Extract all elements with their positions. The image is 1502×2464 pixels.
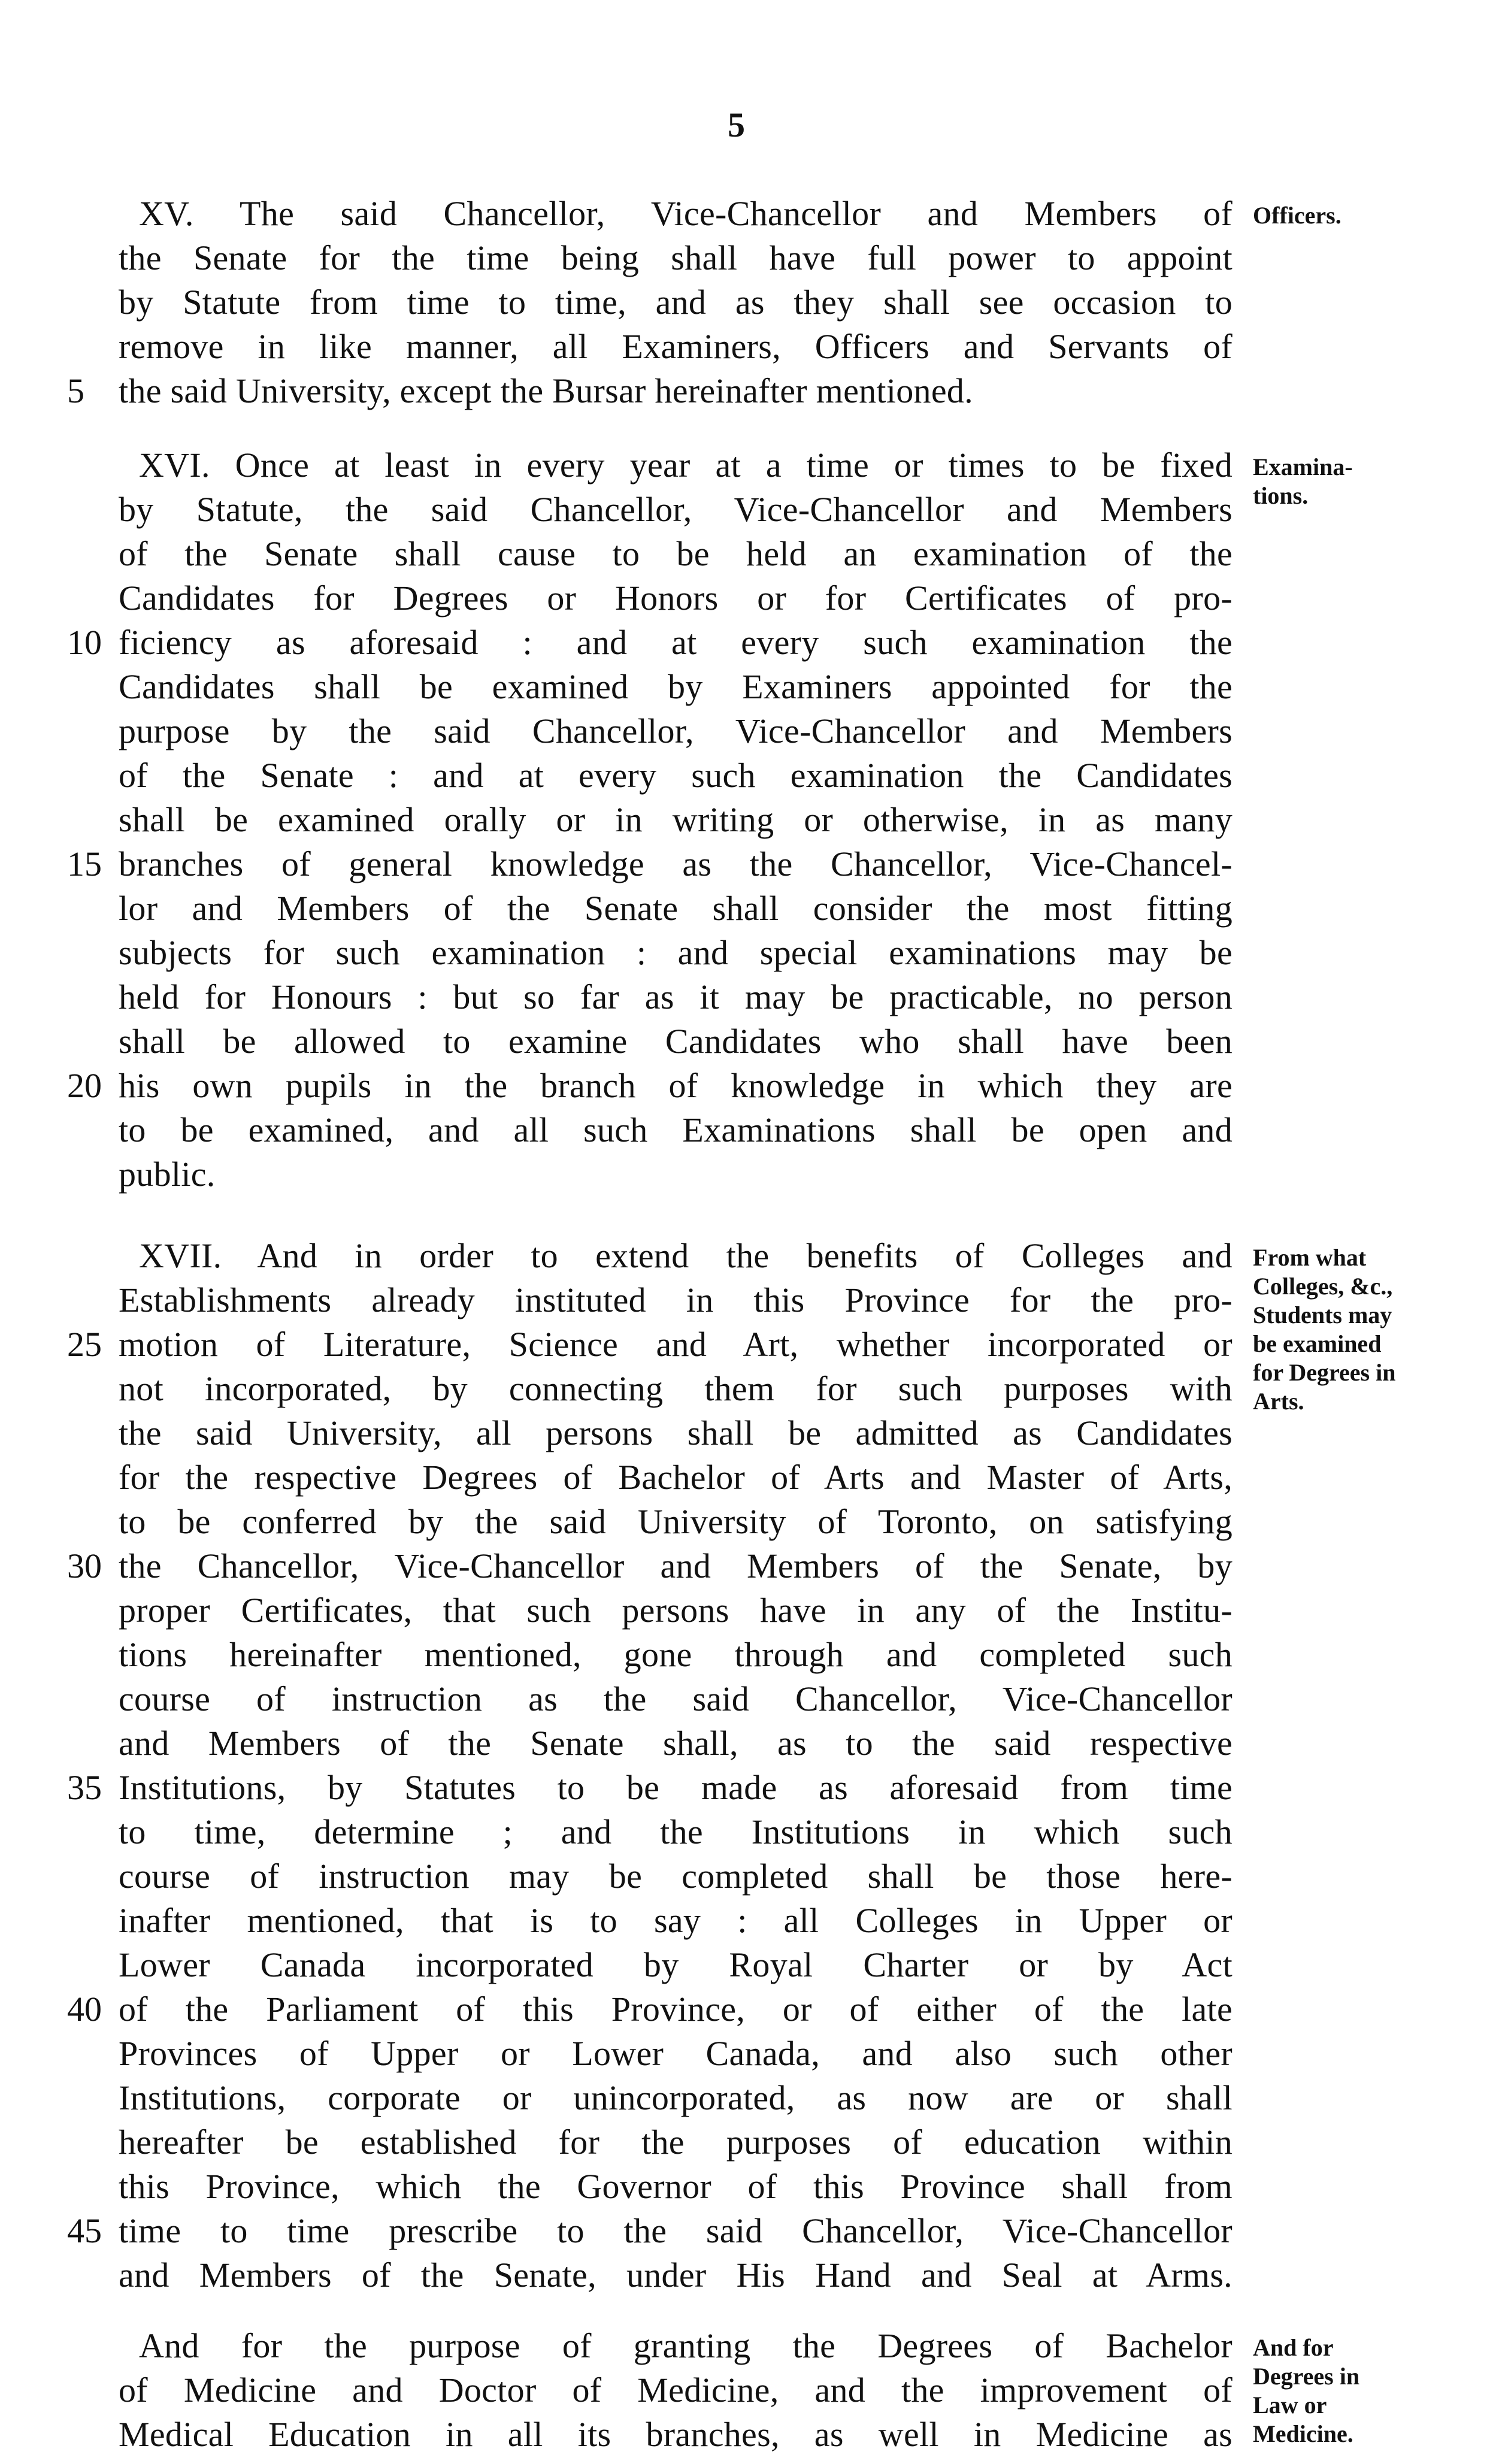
text-line: of the Senate shall cause to be held an examination of the [119,534,1233,573]
text-line: for the respective Degrees of Bachelor of Arts and Master of Arts, [119,1458,1233,1497]
text-line: not incorporated, by connecting them for such purposes with [119,1369,1233,1408]
text-line: of the Parliament of this Province, or of either of the late [119,1990,1233,2029]
text-line: course of instruction may be completed shall be those here- [119,1857,1233,1896]
text-line: to be examined, and all such Examinations shall be open and [119,1110,1233,1149]
line-number: 30 [67,1546,102,1585]
page-number: 5 [728,105,745,144]
text-line: Lower Canada incorporated by Royal Charter or by Act [119,1945,1233,1984]
text-line: course of instruction as the said Chancellor, Vice-Chancellor [119,1679,1233,1718]
text-line: the Chancellor, Vice-Chancellor and Members of the Senate, by [119,1546,1233,1585]
line-number: 15 [67,844,102,883]
line-number: 35 [67,1768,102,1807]
text-line: XVII. And in order to extend the benefits of Colleges and [139,1236,1233,1275]
margin-note-medicine: And for Degrees in Law or Medicine. [1253,2334,1360,2447]
text-line: purpose by the said Chancellor, Vice-Chancellor and Members [119,712,1233,750]
text-line: held for Honours : but so far as it may be practicable, no person [119,977,1233,1016]
text-line: and Members of the Senate shall, as to the said respective [119,1724,1233,1763]
text-line: inafter mentioned, that is to say : all Colleges in Upper or [119,1901,1233,1940]
text-line: of Medicine and Doctor of Medicine, and the improvement of [119,2371,1233,2409]
text-line: subjects for such examination : and special examinations may be [119,933,1233,972]
text-line: XV. The said Chancellor, Vice-Chancellor and Members of [139,194,1233,233]
text-line: his own pupils in the branch of knowledge in which they are [119,1066,1233,1105]
text-line: and Members of the Senate, under His Hand and Seal at Arms. [119,2256,1233,2295]
text-line: XVI. Once at least in every year at a time or times to be fixed [139,446,1233,485]
text-line: this Province, which the Governor of this Province shall from [119,2167,1233,2206]
text-line: proper Certificates, that such persons have in any of the Institu- [119,1591,1233,1630]
line-number: 40 [67,1990,102,2029]
margin-note-officers: Officers. [1253,202,1341,229]
text-line: Institutions, corporate or unincorporated, as now are or shall [119,2078,1233,2117]
text-line: to time, determine ; and the Institutions in which such [119,1812,1233,1851]
margin-note-examinations: Examina- tions. [1253,453,1353,509]
text-line: motion of Literature, Science and Art, whether incorporated or [119,1325,1233,1364]
line-number: 20 [67,1066,102,1105]
text-line: hereafter be established for the purposes of education within [119,2123,1233,2162]
text-line: Establishments already instituted in this Province for the pro- [119,1281,1233,1319]
text-line: branches of general knowledge as the Chancellor, Vice-Chancel- [119,844,1233,883]
text-line: of the Senate : and at every such examination the Candidates [119,756,1233,795]
text-line: tions hereinafter mentioned, gone through and completed such [119,1635,1233,1674]
text-line: Medical Education in all its branches, as well in Medicine as [119,2415,1233,2454]
text-line: Institutions, by Statutes to be made as aforesaid from time [119,1768,1233,1807]
text-line: time to time prescribe to the said Chancellor, Vice-Chancellor [119,2211,1233,2250]
text-line: the Senate for the time being shall have full power to appoint [119,238,1233,277]
margin-note-colleges: From what Colleges, &c., Students may be examined for Degrees in Arts. [1253,1244,1396,1415]
text-line: Candidates for Degrees or Honors or for Certificates of pro- [119,579,1233,617]
line-number: 10 [67,623,102,662]
text-line: Candidates shall be examined by Examiners appointed for the [119,667,1233,706]
text-line: by Statute from time to time, and as they shall see occasion to [119,283,1233,322]
text-line: And for the purpose of granting the Degrees of Bachelor [139,2326,1233,2365]
text-line: remove in like manner, all Examiners, Officers and Servants of [119,327,1233,366]
text-line: lor and Members of the Senate shall consider the most fitting [119,889,1233,928]
text-line: the said University, except the Bursar hereinafter mentioned. [119,371,973,410]
line-number: 25 [67,1325,102,1364]
text-line: to be conferred by the said University of Toronto, on satisfying [119,1502,1233,1541]
line-number: 5 [67,371,84,410]
text-line: the said University, all persons shall be admitted as Candidates [119,1413,1233,1452]
text-line: by Statute, the said Chancellor, Vice-Chancellor and Members [119,490,1233,529]
text-line: ficiency as aforesaid : and at every such examination the [119,623,1233,662]
text-line: Provinces of Upper or Lower Canada, and also such other [119,2034,1233,2073]
text-line: shall be examined orally or in writing or otherwise, in as many [119,800,1233,839]
line-number: 45 [67,2211,102,2250]
text-line: shall be allowed to examine Candidates who shall have been [119,1022,1233,1061]
text-line: public. [119,1155,216,1194]
